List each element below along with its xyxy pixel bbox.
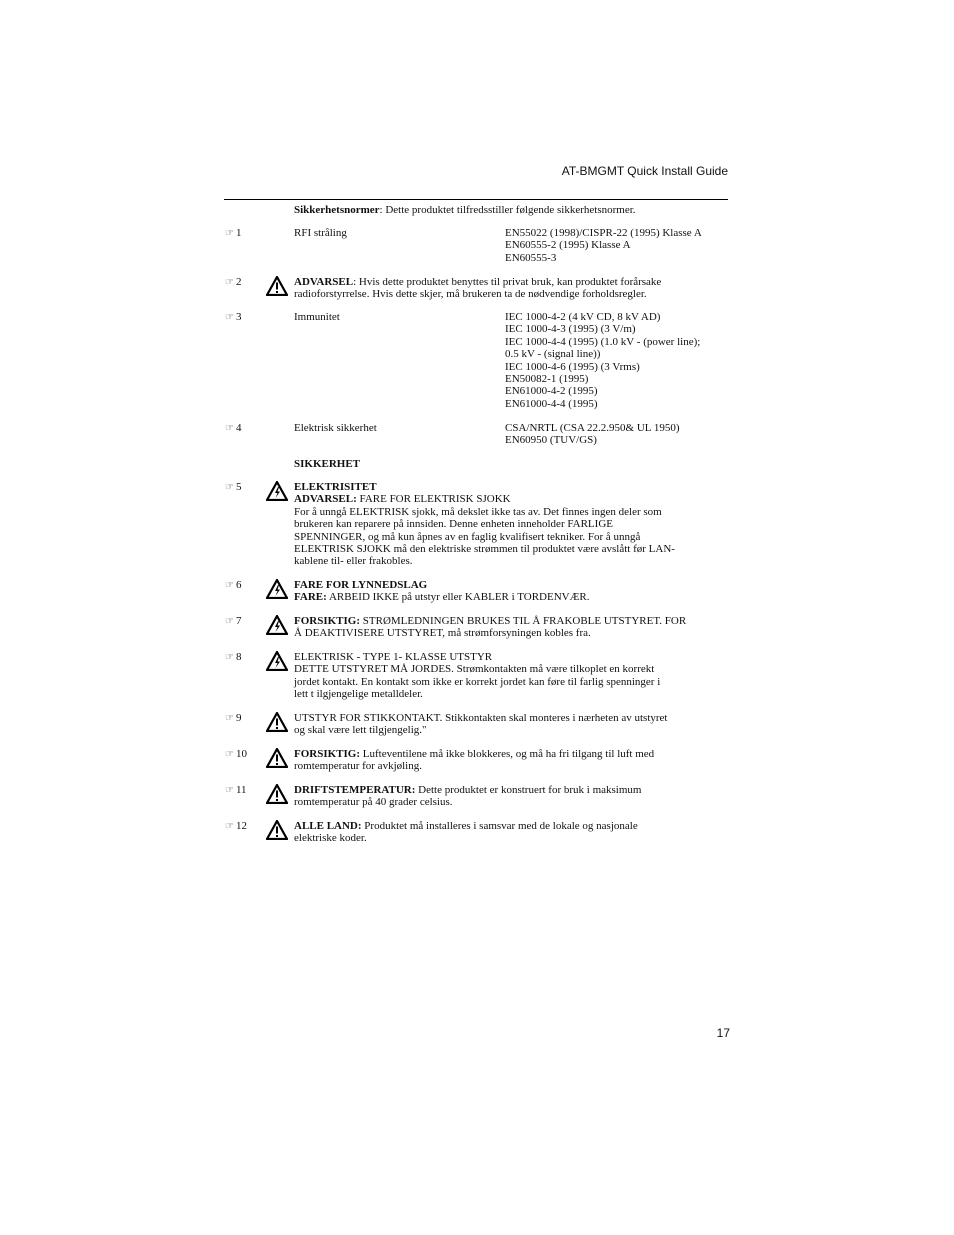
spec-label: Elektrisk sikkerhet <box>294 422 377 434</box>
reference-marker: ☞ 6 <box>225 579 242 591</box>
page-number: 17 <box>716 1026 730 1040</box>
spec-label: RFI stråling <box>294 227 347 239</box>
reference-marker: ☞ 12 <box>225 820 247 832</box>
page-header-title: AT-BMGMT Quick Install Guide <box>561 164 728 178</box>
warning-triangle-icon <box>266 276 288 296</box>
lightning-warning-icon <box>266 615 288 635</box>
hand-pointer-icon: ☞ <box>225 277 233 288</box>
hand-pointer-icon: ☞ <box>225 312 233 323</box>
hand-pointer-icon: ☞ <box>225 616 233 627</box>
reference-marker: ☞ 5 <box>225 481 242 493</box>
warning-triangle-icon <box>266 712 288 732</box>
reference-marker: ☞ 9 <box>225 712 242 724</box>
intro-heading: Sikkerhetsnormer <box>294 204 380 216</box>
header-rule <box>224 199 728 200</box>
hand-pointer-icon: ☞ <box>225 652 233 663</box>
reference-marker: ☞ 8 <box>225 651 242 663</box>
hand-pointer-icon: ☞ <box>225 482 233 493</box>
lightning-warning-icon <box>266 651 288 671</box>
reference-marker: ☞ 10 <box>225 748 247 760</box>
reference-marker: ☞ 11 <box>225 784 247 796</box>
reference-marker: ☞ 2 <box>225 276 242 288</box>
hand-pointer-icon: ☞ <box>225 713 233 724</box>
spec-label: Immunitet <box>294 311 340 323</box>
spec-values: EN55022 (1998)/CISPR-22 (1995) Klasse A EN60555-2 (1995) Klasse A EN60555-3 <box>505 227 702 264</box>
hand-pointer-icon: ☞ <box>225 749 233 760</box>
spec-values: IEC 1000-4-2 (4 kV CD, 8 kV AD) IEC 1000-4-3 (1995) (3 V/m) IEC 1000-4-4 (1995) (1.0 kV - (power line); 0.5 kV - (signal line)) IEC 1000-4-6 (1995) (3 Vrms) EN50082-1 (1995) EN61000-4-2 (1995) EN61000-4-4 (1995) <box>505 311 701 410</box>
spec-values: CSA/NRTL (CSA 22.2.950& UL 1950) EN60950 (TUV/GS) <box>505 422 680 447</box>
warning-triangle-icon <box>266 748 288 768</box>
lightning-warning-icon <box>266 579 288 599</box>
hand-pointer-icon: ☞ <box>225 423 233 434</box>
reference-marker: ☞ 1 <box>225 227 242 239</box>
reference-marker: ☞ 3 <box>225 311 242 323</box>
hand-pointer-icon: ☞ <box>225 785 233 796</box>
reference-marker: ☞ 7 <box>225 615 242 627</box>
warning-triangle-icon <box>266 820 288 840</box>
hand-pointer-icon: ☞ <box>225 821 233 832</box>
reference-marker: ☞ 4 <box>225 422 242 434</box>
hand-pointer-icon: ☞ <box>225 580 233 591</box>
lightning-warning-icon <box>266 481 288 501</box>
warning-triangle-icon <box>266 784 288 804</box>
hand-pointer-icon: ☞ <box>225 228 233 239</box>
intro-text: : Dette produktet tilfredsstiller følgende sikkerhetsnormer. <box>379 204 636 216</box>
